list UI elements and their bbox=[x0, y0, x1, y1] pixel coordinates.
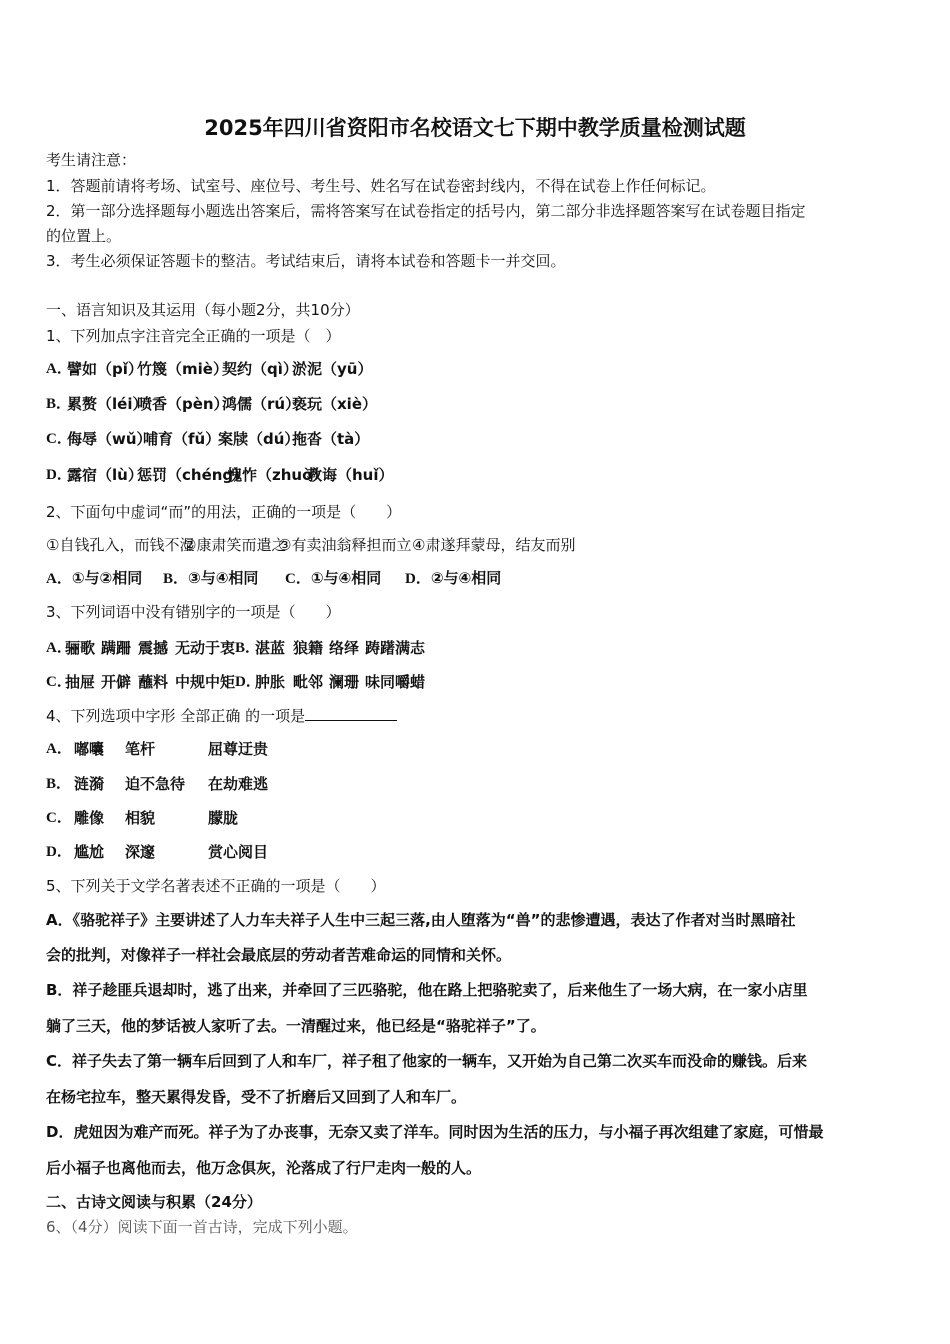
option-label: C． bbox=[46, 674, 72, 690]
option-label: D． bbox=[405, 571, 431, 587]
option-item: 笔杆 bbox=[125, 740, 156, 758]
q4-option-d bbox=[0, 842, 950, 862]
option-item: 无动于衷 bbox=[175, 639, 236, 657]
option-item: 譬如（pǐ） bbox=[67, 360, 143, 378]
option-item: 拖沓（tà） bbox=[292, 430, 370, 448]
option-item: 在劫难逃 bbox=[208, 775, 269, 793]
option-item: 雕像 bbox=[74, 809, 105, 827]
q5-option-line: 会的批判，对像祥子一样社会最底层的劳动者苦难命运的同情和关怀。 bbox=[46, 946, 512, 964]
answer-blank[interactable] bbox=[305, 706, 397, 721]
stem-text: 4、下列选项中字形 全部正确 的一项是 bbox=[46, 707, 306, 725]
option-item: 教诲（huǐ） bbox=[307, 466, 394, 484]
notice-item: 1．答题前请将考场、试室号、座位号、考生号、姓名写在试卷密封线内，不得在试卷上作任何标记。 bbox=[46, 177, 716, 195]
option-item: 愧怍（zhuò） bbox=[227, 466, 328, 484]
sentence: ①自钱孔入，而钱不湿 bbox=[46, 536, 195, 554]
page-title: 2025年四川省资阳市名校语文七下期中教学质量检测试题 bbox=[204, 116, 746, 140]
option-item: 喷香（pèn） bbox=[137, 395, 229, 413]
sentence: ②康肃笑而遣之 bbox=[183, 536, 287, 554]
option-item: 累赘（léi） bbox=[67, 395, 148, 413]
option-item: 鸿儒（rú） bbox=[222, 395, 301, 413]
option-item: 蘸料 bbox=[138, 673, 169, 691]
option-d bbox=[405, 568, 501, 589]
option-b bbox=[163, 568, 258, 589]
option-item: 味同嚼蜡 bbox=[365, 673, 426, 691]
q5-option-line: C．祥子失去了第一辆车后回到了人和车厂，祥子租了他家的一辆车，又开始为自己第二次买车而没命的赚钱。后来 bbox=[46, 1052, 808, 1070]
option-label: A． bbox=[46, 361, 72, 377]
q1-option-d bbox=[0, 465, 950, 485]
option-label: C． bbox=[46, 431, 72, 447]
q5-option-line: 躺了三天，他的梦话被人家听了去。一清醒过来，他已经是“骆驼祥子”了。 bbox=[46, 1017, 546, 1035]
option-item: 尴尬 bbox=[74, 843, 105, 861]
question-stem: 6、（4分）阅读下面一首古诗，完成下列小题。 bbox=[46, 1218, 358, 1236]
option-item: 赏心阅目 bbox=[208, 843, 269, 861]
question-stem: 1、下列加点字注音完全正确的一项是（ ） bbox=[46, 327, 341, 345]
option-item: 嘟囔 bbox=[74, 740, 105, 758]
question-stem: 2、下面句中虚词“而”的用法，正确的一项是（ ） bbox=[46, 503, 402, 521]
option-label: C． bbox=[285, 571, 311, 587]
q4-option-c bbox=[0, 808, 950, 828]
q2-sentences bbox=[0, 535, 950, 555]
option-item: 惩罚（chéng） bbox=[137, 466, 249, 484]
option-item: 屈尊迂贵 bbox=[208, 740, 269, 758]
q5-option-line: B．祥子趁匪兵退却时，逃了出来，并牵回了三匹骆驼，他在路上把骆驼卖了，后来他生了一场大病，在一家小店里 bbox=[46, 981, 808, 999]
sentence: ③有卖油翁释担而立 bbox=[278, 536, 412, 554]
q1-option-b bbox=[0, 394, 950, 414]
question-stem: 3、下列词语中没有错别字的一项是（ ） bbox=[46, 603, 341, 621]
option-item: 毗邻 bbox=[293, 673, 324, 691]
option-label: A． bbox=[46, 571, 72, 587]
option-item: 涟漪 bbox=[74, 775, 105, 793]
q5-option-line: A．《骆驼祥子》主要讲述了人力车夫祥子人生中三起三落,由人堕落为“兽”的悲惨遭遇，表达了作者对当时黑暗社 bbox=[46, 911, 796, 929]
option-label: B． bbox=[163, 571, 189, 587]
option-item: 淤泥（yū） bbox=[292, 360, 373, 378]
option-item: 湛蓝 bbox=[255, 639, 286, 657]
notice-heading: 考生请注意： bbox=[46, 151, 137, 169]
option-text: ①与④相同 bbox=[310, 569, 382, 587]
q3-options-ab bbox=[0, 638, 950, 658]
option-label: B． bbox=[46, 776, 72, 792]
option-item: 抽屉 bbox=[65, 673, 96, 691]
q3-options-cd bbox=[0, 672, 950, 692]
option-text: ③与④相同 bbox=[188, 569, 259, 587]
section-heading: 二、古诗文阅读与积累（24分） bbox=[46, 1193, 262, 1211]
option-item: 踌躇满志 bbox=[365, 639, 426, 657]
option-label: C． bbox=[46, 810, 72, 826]
option-item: 狼籍 bbox=[293, 639, 324, 657]
q5-option-line: 在杨宅拉车，整天累得发昏，受不了折磨后又回到了人和车厂。 bbox=[46, 1088, 467, 1106]
section-heading: 一、语言知识及其运用（每小题2分，共10分） bbox=[46, 301, 360, 319]
q5-option-line: 后小福子也离他而去，他万念俱灰，沦落成了行尸走肉一般的人。 bbox=[46, 1159, 482, 1177]
option-item: 契约（qì） bbox=[222, 360, 298, 378]
option-item: 哺育（fǔ） bbox=[143, 430, 221, 448]
option-item: 竹篾（miè） bbox=[137, 360, 228, 378]
option-item: 肿胀 bbox=[255, 673, 286, 691]
option-item: 中规中矩 bbox=[175, 673, 236, 691]
option-label: D． bbox=[46, 467, 72, 483]
option-item: 深邃 bbox=[125, 843, 156, 861]
option-text: ①与②相同 bbox=[71, 569, 143, 587]
option-item: 澜珊 bbox=[329, 673, 360, 691]
option-text: ②与④相同 bbox=[430, 569, 502, 587]
option-item: 相貌 bbox=[125, 809, 156, 827]
option-item: 侮辱（wǔ） bbox=[67, 430, 152, 448]
q4-option-b bbox=[0, 774, 950, 794]
option-item: 案牍（dú） bbox=[218, 430, 300, 448]
q4-option-a bbox=[0, 739, 950, 759]
option-item: 骊歌 bbox=[65, 639, 96, 657]
option-label: A． bbox=[46, 640, 72, 656]
notice-item: 3．考生必须保证答题卡的整洁。考试结束后，请将本试卷和答题卡一并交回。 bbox=[46, 252, 566, 270]
notice-item: 的位置上。 bbox=[46, 227, 122, 245]
option-item: 络绎 bbox=[329, 639, 360, 657]
option-item: 露宿（lù） bbox=[67, 466, 143, 484]
option-c bbox=[285, 568, 381, 589]
notice-item: 2．第一部分选择题每小题选出答案后，需将答案写在试卷指定的括号内，第二部分非选择题答案写在试卷题目指定 bbox=[46, 202, 806, 220]
q2-options bbox=[0, 568, 950, 588]
option-label: A． bbox=[46, 741, 72, 757]
option-item: 蹒跚 bbox=[101, 639, 132, 657]
option-item: 迫不急待 bbox=[125, 775, 186, 793]
option-item: 亵玩（xiè） bbox=[292, 395, 377, 413]
option-label: D． bbox=[235, 674, 261, 690]
option-item: 朦胧 bbox=[208, 809, 239, 827]
option-a bbox=[46, 568, 142, 589]
q1-option-c bbox=[0, 429, 950, 449]
question-stem: 5、下列关于文学名著表述不正确的一项是（ ） bbox=[46, 877, 386, 895]
option-item: 震撼 bbox=[138, 639, 169, 657]
option-item: 开僻 bbox=[101, 673, 132, 691]
option-label: D． bbox=[46, 844, 72, 860]
q5-option-line: D．虎妞因为难产而死。祥子为了办丧事，无奈又卖了洋车。同时因为生活的压力，与小福子再次组建了家庭，可惜最 bbox=[46, 1123, 824, 1141]
sentence: ④肃遂拜蒙母，结友而别 bbox=[412, 536, 576, 554]
option-label: B． bbox=[235, 640, 261, 656]
question-stem bbox=[46, 706, 397, 726]
option-label: B． bbox=[46, 396, 72, 412]
q1-option-a bbox=[0, 359, 950, 379]
